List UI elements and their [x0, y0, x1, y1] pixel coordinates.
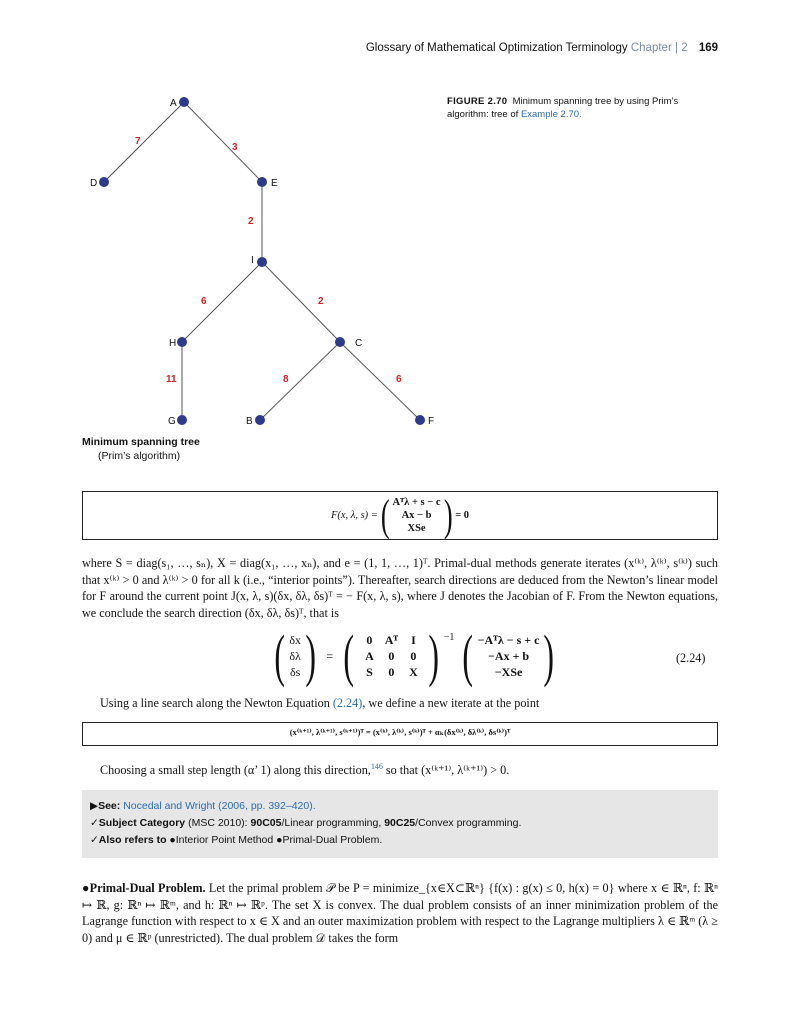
node-g [177, 415, 187, 425]
weight-i-h: 6 [201, 296, 207, 307]
equation-number: (2.24) [676, 651, 706, 665]
matrix-entry: 0 [388, 649, 395, 663]
entry-text: Let the primal problem 𝒫 be P = minimize_{x∈X⊂ℝⁿ} {f(x) : g(x) ≤ 0, h(x) = 0} where x ∈ ℝⁿ, f: ℝⁿ ↦ ℝ, g: ℝⁿ ↦ ℝᵐ, and h: ℝⁿ ↦ ℝᵖ. The set X is convex. The dual problem consists of an inner minimization problem of the Lagrange function with respect to x ∈ X and an outer maximization problem with respect to the Lagrange multipliers λ ∈ ℝᵐ (λ ≥ 0) and μ ∈ ℝᵖ (unrestricted). The dual problem 𝒟 takes the form [82, 881, 719, 945]
tree-subtitle: (Prim’s algorithm) [98, 450, 181, 462]
page-number: 169 [698, 42, 718, 54]
also-refers-line: ✓Also refers to ●Interior Point Method ●Primal-Dual Problem. [90, 834, 383, 846]
figure-label: FIGURE 2.70 [447, 96, 508, 107]
figure-caption-text: Minimum spanning tree by using Prim’s algorithm: tree of [447, 96, 679, 120]
direction-vector [289, 632, 301, 680]
matrix-entry: S [366, 665, 373, 679]
eq1-row: Ax − b [401, 510, 432, 521]
node-label-b: B [246, 416, 253, 427]
chapter-number: 2 [681, 42, 688, 54]
jacobian-matrix [358, 632, 424, 680]
eq1-row: XSe [407, 523, 426, 534]
matrix-entry: 0 [366, 633, 373, 647]
paragraph-step-length: Choosing a small step length (α’ 1) along this direction,$^{146}$ so that (x⁽ᵏ⁺¹⁾, λ⁽ᵏ⁺¹⁾) > 0. [100, 762, 510, 778]
edge-a-e [184, 102, 262, 182]
equation-box-iterate [82, 722, 718, 746]
entry-term: ●Primal-Dual Problem. [82, 881, 206, 895]
equation-box-residual [82, 491, 718, 540]
footnote-ref[interactable]: 146 [370, 762, 383, 771]
equation-ref-link[interactable]: (2.24) [332, 696, 363, 710]
edge-c-b [260, 342, 340, 420]
eq1-rhs: = 0 [455, 510, 470, 521]
weight-a-e: 3 [232, 142, 238, 153]
tree-nodes [99, 97, 425, 425]
edge-c-f [340, 342, 420, 420]
node-label-i: I [251, 255, 254, 266]
matrix-entry: 0 [410, 649, 417, 663]
see-also-box [82, 790, 718, 858]
vec-entry: δx [289, 633, 301, 647]
node-a [179, 97, 189, 107]
inverse-exponent: −1 [443, 632, 455, 643]
paragraph-primal-dual-iterates: where S = diag(s₁, …, sₙ), X = diag(x₁, …, xₙ), and e = (1, 1, …, 1)ᵀ. Primal-dual methods generate iterates (x⁽ᵏ⁾, λ⁽ᵏ⁾, s⁽ᵏ⁾) such that x⁽ᵏ⁾ > 0 and λ⁽ᵏ⁾ > 0 for all k (i.e., “interior points”). Thereafter, search directions are deduced from the Newton’s linear model for F around the current point J(x, λ, s)(δx, δλ, δs)ᵀ = − F(x, λ, s), where J denotes the Jacobian of F. From the Newton equations, we conclude the search direction (δx, δλ, δs)ᵀ, that is [82, 556, 718, 620]
left-paren: ( [380, 490, 390, 540]
node-label-e: E [271, 178, 278, 189]
matrix-entry: I [411, 633, 416, 647]
node-label-a: A [170, 98, 177, 109]
figure-caption [447, 96, 722, 121]
node-h [177, 337, 187, 347]
matrix-entry: A [365, 649, 374, 663]
entry-primal-dual-problem [82, 880, 718, 946]
chapter-label: Chapter [630, 42, 672, 54]
spanning-tree-diagram [80, 92, 440, 432]
node-label-d: D [90, 178, 98, 189]
rhs-entry: −Aᵀλ − s + c [477, 633, 540, 647]
matrix-entry: Aᵀ [384, 633, 399, 647]
newton-equation: ( δx δλ δs ) = ( 0 Aᵀ I A 0 0 S 0 X ) $^{-1}$ ( −Aᵀλ − s + c −Ax + b −XSe ) [274, 623, 555, 688]
see-line: ▶See: Nocedal and Wright (2006, pp. 392–420). [90, 800, 316, 812]
ref-interior-point[interactable]: ●Interior Point Method [169, 834, 274, 846]
right-paren: ) [443, 490, 453, 540]
node-e [257, 177, 267, 187]
vec-entry: δλ [289, 649, 301, 663]
node-b [255, 415, 265, 425]
node-i [257, 257, 267, 267]
rhs-vector [478, 632, 540, 680]
subject-category-line: ✓Subject Category (MSC 2010): 90C05/Linear programming, 90C25/Convex programming. [90, 817, 522, 829]
edge-i-h [182, 262, 262, 342]
node-label-g: G [168, 416, 176, 427]
weight-e-i: 2 [248, 216, 254, 227]
book-title: Glossary of Mathematical Optimization Terminology [365, 42, 628, 54]
example-link[interactable]: Example 2.70. [520, 108, 582, 120]
rhs-entry: −XSe [494, 665, 523, 679]
node-c [335, 337, 345, 347]
iterate-update-formula: (x⁽ᵏ⁺¹⁾, λ⁽ᵏ⁺¹⁾, s⁽ᵏ⁺¹⁾)ᵀ = (x⁽ᵏ⁾, λ⁽ᵏ⁾, s⁽ᵏ⁾)ᵀ + αₖ(δx⁽ᵏ⁾, δλ⁽ᵏ⁾, δs⁽ᵏ⁾)ᵀ [289, 727, 511, 737]
node-label-c: C [355, 338, 363, 349]
chapter-separator: | [675, 42, 678, 54]
tree-title: Minimum spanning tree [82, 436, 200, 448]
node-d [99, 177, 109, 187]
node-label-h: H [169, 338, 177, 349]
weight-i-c: 2 [318, 296, 324, 307]
node-label-f: F [428, 416, 435, 427]
eq1-row: Aᵀλ + s − c [392, 497, 441, 508]
eq1-vector [393, 496, 441, 535]
matrix-entry: X [409, 665, 418, 679]
paragraph-line-search: Using a line search along the Newton Equation (2.24), we define a new iterate at the point [100, 696, 540, 710]
running-header [0, 42, 718, 54]
weight-c-f: 6 [396, 374, 402, 385]
eq1-lhs: F(x, λ, s) = [330, 510, 378, 521]
weight-h-g: 11 [166, 374, 177, 385]
weight-c-b: 8 [283, 374, 289, 385]
weight-a-d: 7 [135, 136, 141, 147]
edge-i-c [262, 262, 340, 342]
node-f [415, 415, 425, 425]
rhs-entry: −Ax + b [488, 649, 530, 663]
edge-a-d [104, 102, 184, 182]
ref-primal-dual[interactable]: ●Primal-Dual Problem. [276, 834, 383, 846]
matrix-entry: 0 [388, 665, 395, 679]
vec-entry: δs [289, 665, 301, 679]
reference-link[interactable]: Nocedal and Wright (2006, pp. 392–420). [123, 800, 316, 812]
